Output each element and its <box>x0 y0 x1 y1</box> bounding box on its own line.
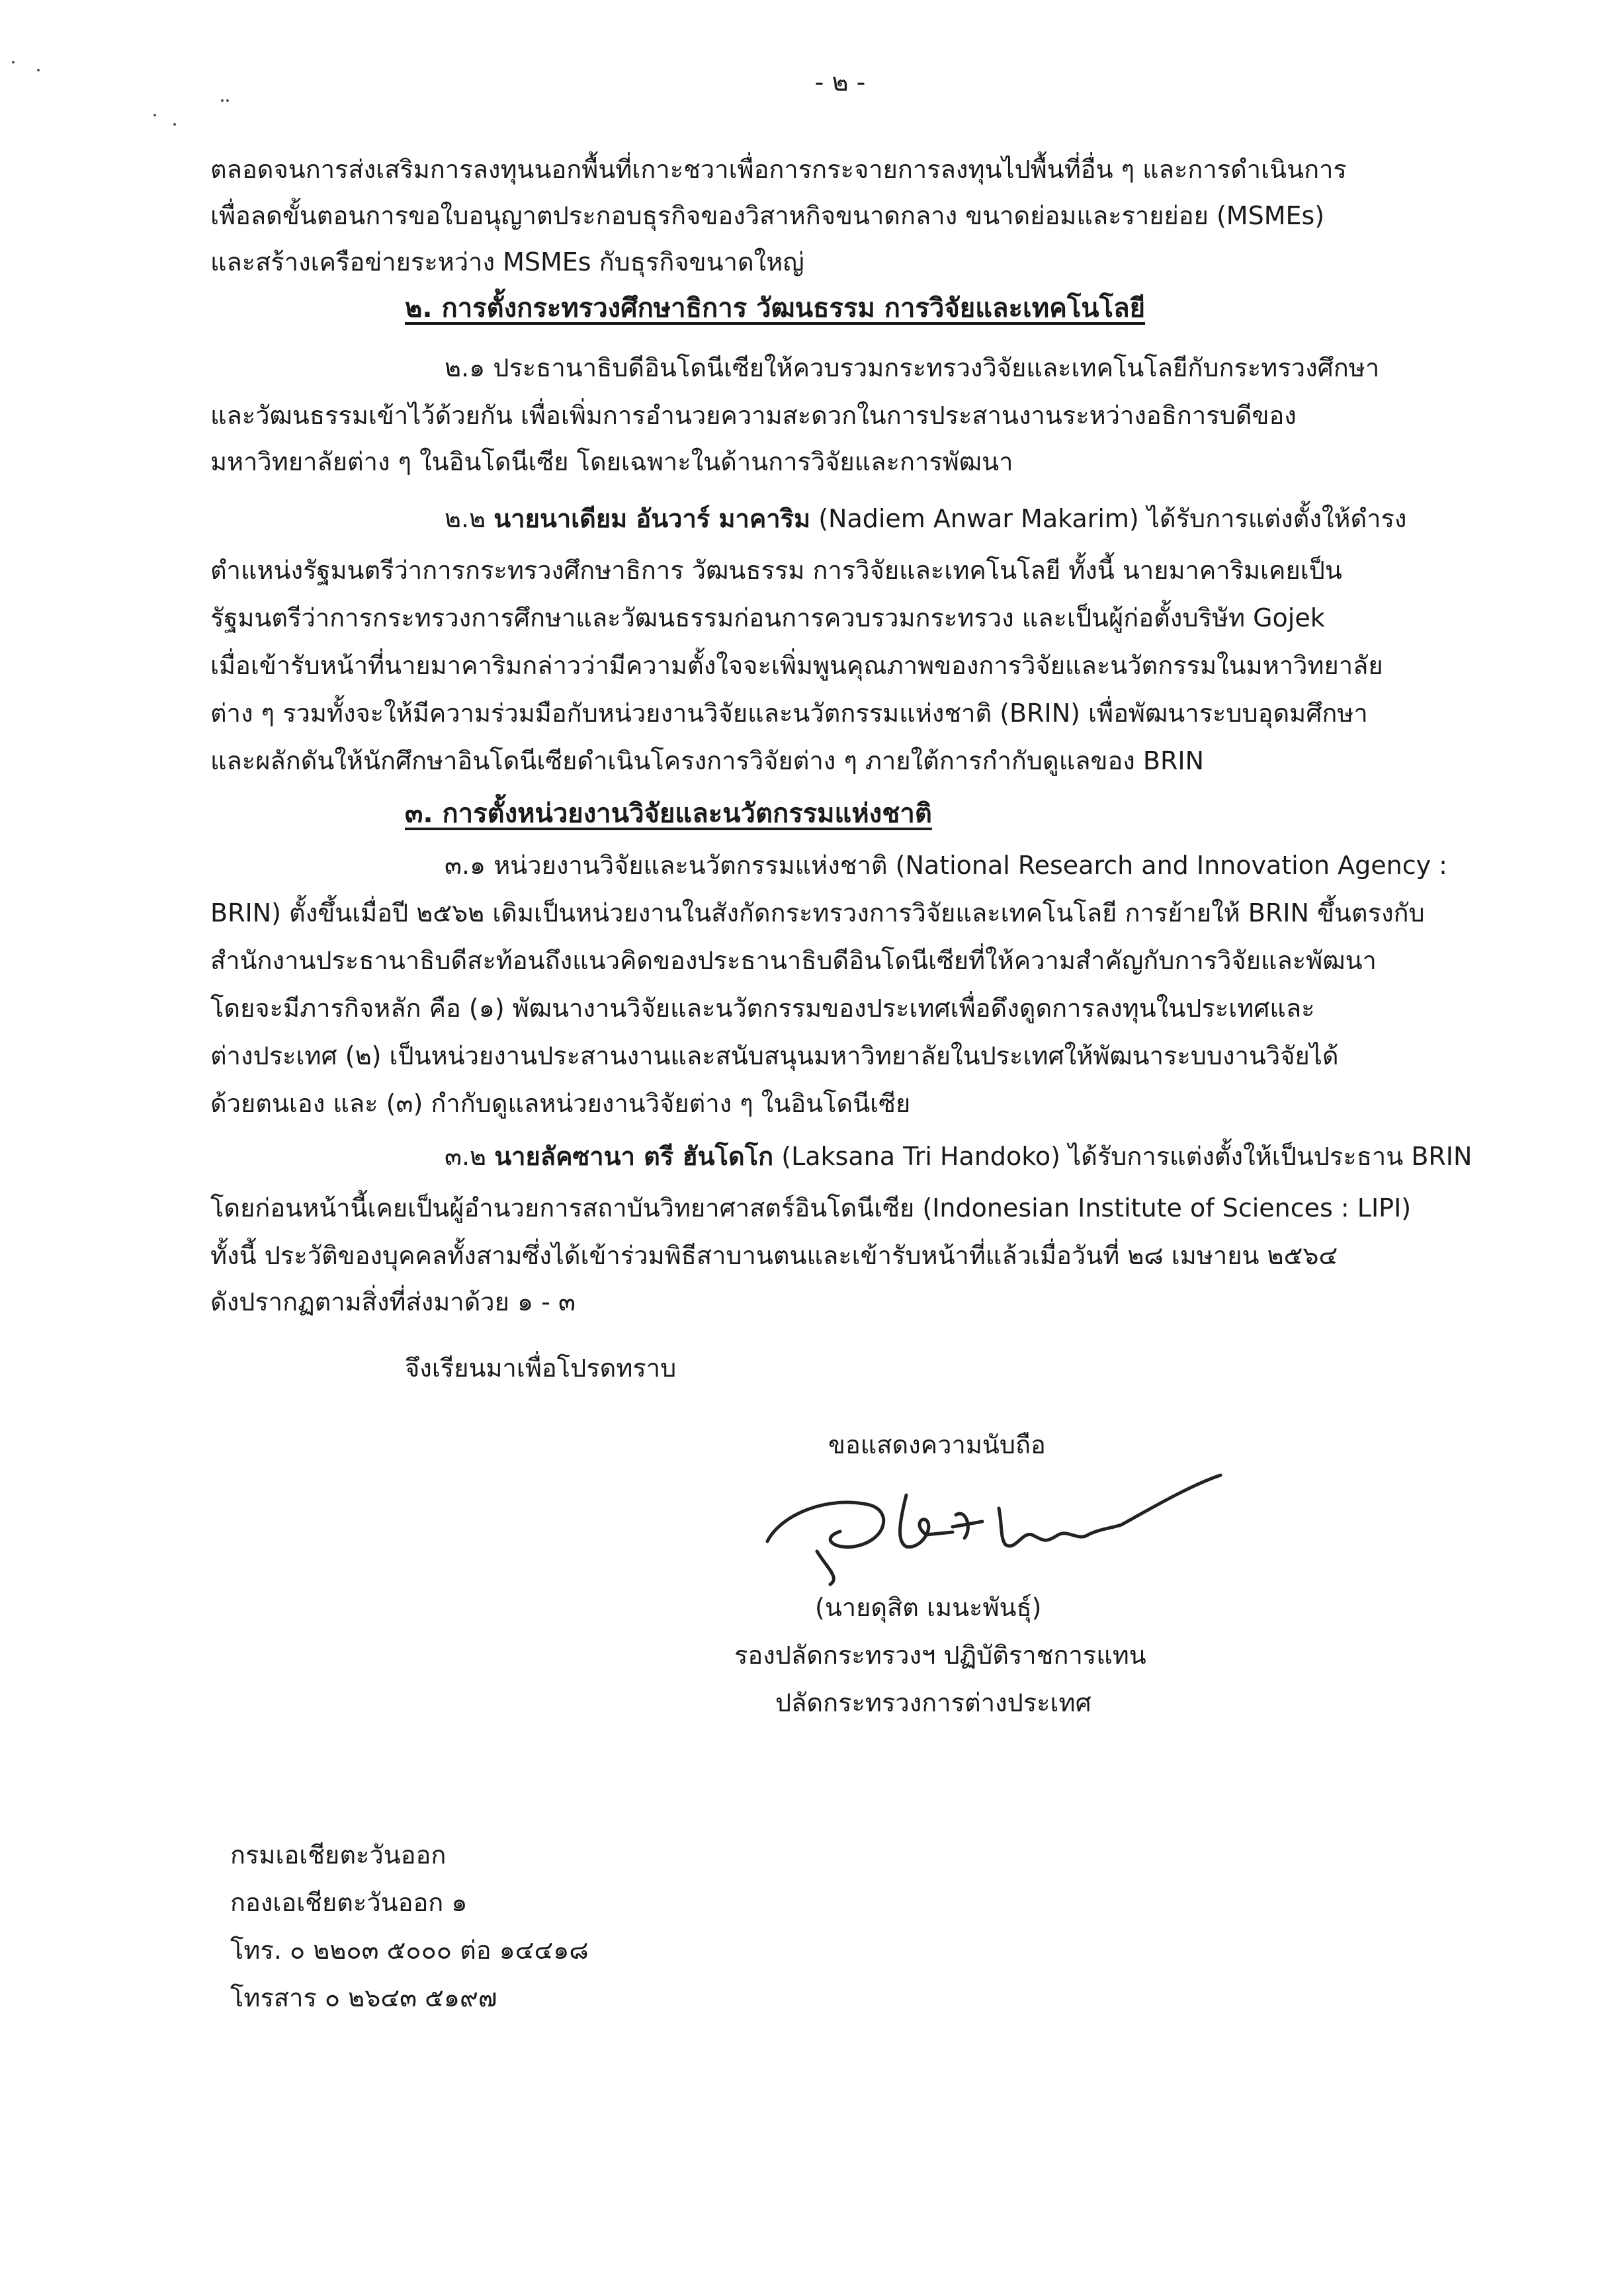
body-line: ๒.๑ ประธานาธิบดีอินโดนีเซียให้ควบรวมกระทรวงวิจัยและเทคโนโลยีกับกระทรวงศึกษา <box>445 353 1380 382</box>
scan-speck <box>153 114 156 116</box>
footer-line: กรมเอเชียตะวันออก <box>230 1840 447 1869</box>
body-line: เมื่อเข้ารับหน้าที่นายมาคาริมกล่าวว่ามีความตั้งใจจะเพิ่มพูนคุณภาพของการวิจัยและนวัตกรรมในมหาวิทยาลัย <box>210 651 1383 680</box>
paragraph-text: (Laksana Tri Handoko) ได้รับการแต่งตั้งให้เป็นประธาน BRIN <box>781 1142 1473 1171</box>
signatory-name: (นายดุสิต เมนะพันธุ์) <box>815 1593 1042 1622</box>
body-line: มหาวิทยาลัยต่าง ๆ ในอินโดนีเซีย โดยเฉพาะในด้านการวิจัยและการพัฒนา <box>210 447 1013 476</box>
body-line: ทั้งนี้ ประวัติของบุคคลทั้งสามซึ่งได้เข้าร่วมพิธีสาบานตนและเข้ารับหน้าที่แล้วเมื่อวันที่ ๒๘ เมษายน ๒๕๖๔ <box>210 1241 1338 1270</box>
body-line: ตลอดจนการส่งเสริมการลงทุนนอกพื้นที่เกาะชวาเพื่อการกระจายการลงทุนไปพื้นที่อื่น ๆ และการดำเนินการ <box>210 155 1347 184</box>
paragraph-text: (Nadiem Anwar Makarim) ได้รับการแต่งตั้งให้ดำรง <box>818 504 1407 533</box>
footer-line: โทร. ๐ ๒๒๐๓ ๕๐๐๐ ต่อ ๑๔๔๑๘ <box>230 1936 589 1965</box>
body-line: ดังปรากฏตามสิ่งที่ส่งมาด้วย ๑ - ๓ <box>210 1287 576 1316</box>
body-line: และผลักดันให้นักศึกษาอินโดนีเซียดำเนินโครงการวิจัยต่าง ๆ ภายใต้การกำกับดูแลของ BRIN <box>210 746 1205 775</box>
body-line: ๓.๑ หน่วยงานวิจัยและนวัตกรรมแห่งชาติ (National Research and Innovation Agency : <box>445 851 1447 880</box>
page-number: - ๒ - <box>814 67 866 97</box>
section-heading: ๓. การตั้งหน่วยงานวิจัยและนวัตกรรมแห่งชาติ <box>405 798 932 829</box>
section-heading: ๒. การตั้งกระทรวงศึกษาธิการ วัฒนธรรม การวิจัยและเทคโนโลยี <box>405 293 1146 323</box>
person-name: นายลัคซานา ตรี ฮันโดโก <box>494 1142 774 1171</box>
body-line: รัฐมนตรีว่าการกระทรวงการศึกษาและวัฒนธรรมก่อนการควบรวมกระทรวง และเป็นผู้ก่อตั้งบริษัท Gojek <box>210 603 1325 632</box>
scan-speck <box>226 99 229 102</box>
scan-speck <box>173 123 176 126</box>
scan-speck <box>12 61 15 64</box>
paragraph-number: ๒.๒ <box>445 504 486 533</box>
scan-speck <box>221 99 224 102</box>
body-line: ต่างประเทศ (๒) เป็นหน่วยงานประสานงานและสนับสนุนมหาวิทยาลัยในประเทศให้พัฒนาระบบงานวิจัยได้ <box>210 1041 1339 1070</box>
body-line: ด้วยตนเอง และ (๓) กำกับดูแลหน่วยงานวิจัยต่าง ๆ ในอินโดนีเซีย <box>210 1089 911 1118</box>
body-line: สำนักงานประธานาธิบดีสะท้อนถึงแนวคิดของประธานาธิบดีอินโดนีเซียที่ให้ความสำคัญกับการวิจัยและพัฒนา <box>210 946 1377 975</box>
scan-speck <box>37 69 40 71</box>
body-line: ต่าง ๆ รวมทั้งจะให้มีความร่วมมือกับหน่วยงานวิจัยและนวัตกรรมแห่งชาติ (BRIN) เพื่อพัฒนาระบบอุดมศึกษา <box>210 699 1368 728</box>
footer-line: กองเอเชียตะวันออก ๑ <box>230 1888 468 1917</box>
body-line: ตำแหน่งรัฐมนตรีว่าการกระทรวงศึกษาธิการ วัฒนธรรม การวิจัยและเทคโนโลยี ทั้งนี้ นายมาคาริมเคยเป็น <box>210 556 1342 585</box>
handwritten-signature <box>754 1469 1230 1594</box>
body-line: โดยก่อนหน้านี้เคยเป็นผู้อำนวยการสถาบันวิทยาศาสตร์อินโดนีเซีย (Indonesian Institute of Sciences : LIPI) <box>210 1193 1412 1223</box>
regards-line: ขอแสดงความนับถือ <box>828 1430 1046 1459</box>
paragraph-number: ๓.๒ <box>445 1142 487 1171</box>
signatory-on-behalf: ปลัดกระทรวงการต่างประเทศ <box>775 1688 1091 1717</box>
body-line: เพื่อลดขั้นตอนการขอใบอนุญาตประกอบธุรกิจของวิสาหกิจขนาดกลาง ขนาดย่อมและรายย่อย (MSMEs) <box>210 201 1325 230</box>
footer-line: โทรสาร ๐ ๒๖๔๓ ๕๑๙๗ <box>230 1983 497 2012</box>
signatory-position: รองปลัดกระทรวงฯ ปฏิบัติราชการแทน <box>734 1641 1146 1670</box>
paragraph-lead <box>445 503 1406 535</box>
person-name: นายนาเดียม อันวาร์ มาคาริม <box>493 504 811 533</box>
closing-line: จึงเรียนมาเพื่อโปรดทราบ <box>405 1353 677 1383</box>
body-line: และวัฒนธรรมเข้าไว้ด้วยกัน เพื่อเพิ่มการอำนวยความสะดวกในการประสานงานระหว่างอธิการบดีของ <box>210 401 1297 430</box>
body-line: BRIN) ตั้งขึ้นเมื่อปี ๒๕๖๒ เดิมเป็นหน่วยงานในสังกัดกระทรวงการวิจัยและเทคโนโลยี การย้ายให้ BRIN ขึ้นตรงกับ <box>210 898 1425 927</box>
paragraph-lead <box>445 1140 1472 1172</box>
body-line: และสร้างเครือข่ายระหว่าง MSMEs กับธุรกิจขนาดใหญ่ <box>210 247 804 277</box>
body-line: โดยจะมีภารกิจหลัก คือ (๑) พัฒนางานวิจัยและนวัตกรรมของประเทศเพื่อดึงดูดการลงทุนในประเทศและ <box>210 994 1315 1023</box>
